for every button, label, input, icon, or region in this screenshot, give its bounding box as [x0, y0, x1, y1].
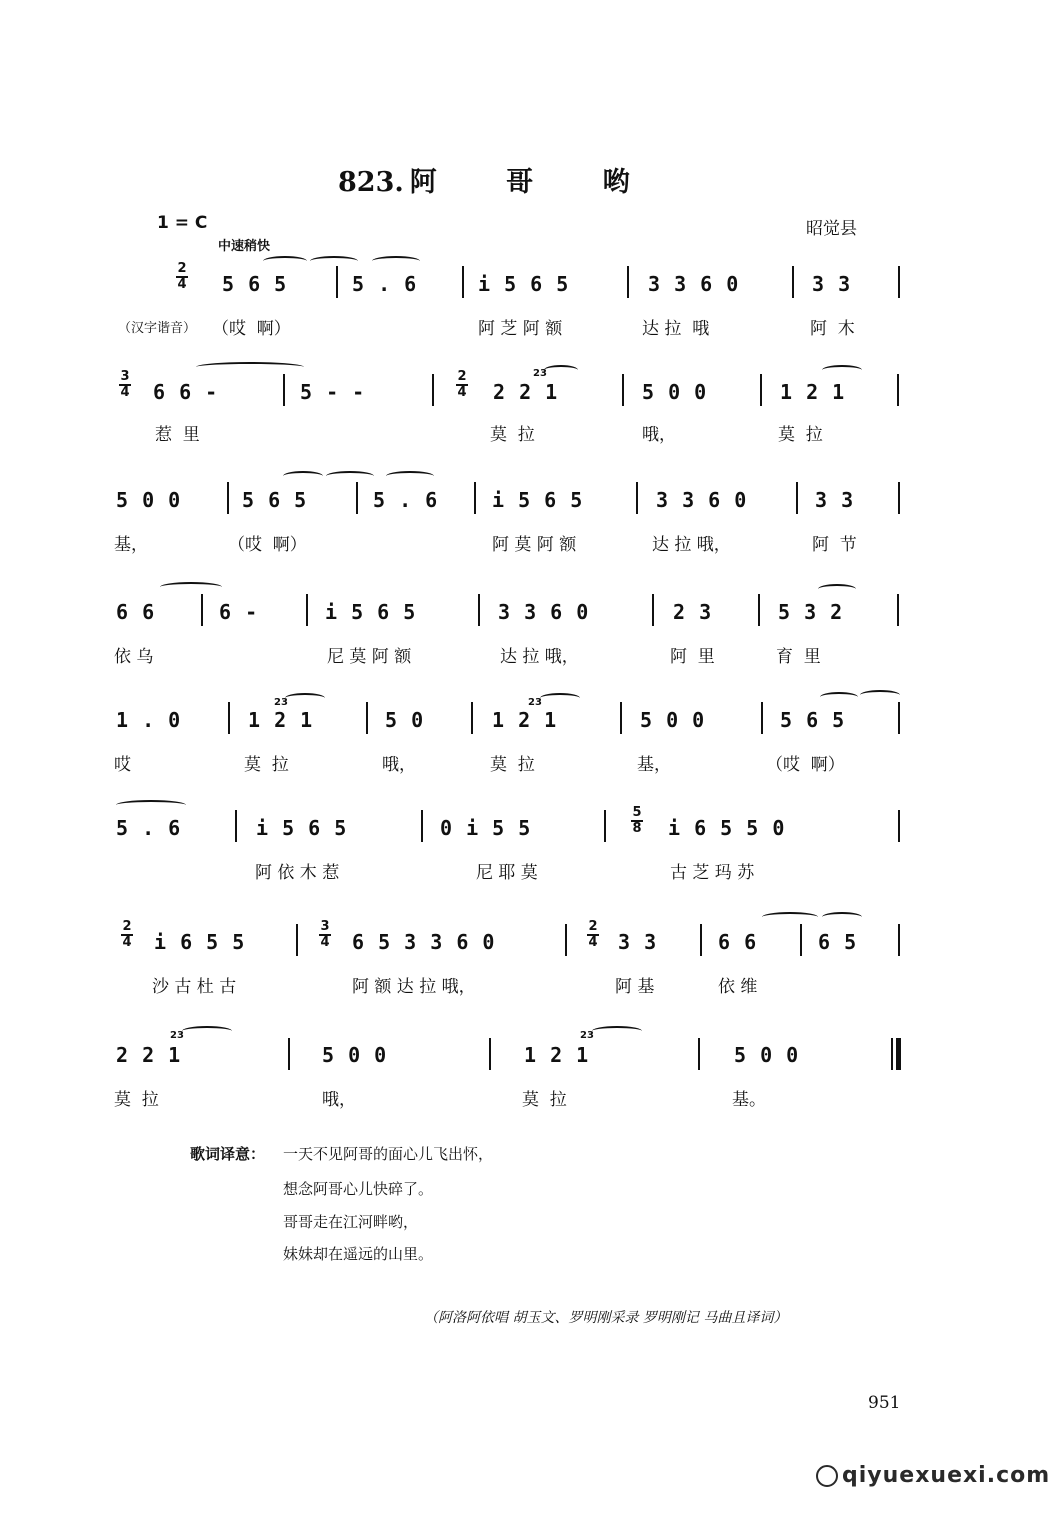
lyric-text: 哦， — [322, 1090, 356, 1110]
measure-notes: 5 0 0 — [734, 1043, 800, 1067]
measure-notes: 5 - - — [300, 380, 366, 404]
bar-line — [792, 266, 794, 298]
lyric-text: 阿 依 木 惹 — [255, 863, 340, 883]
grace-note-label: 23 — [580, 1030, 594, 1041]
lyric-text: 达 拉 哦， — [500, 647, 579, 667]
time-signature: 5 8 — [632, 805, 642, 836]
measure-notes: 5 0 0 — [322, 1043, 388, 1067]
bar-line — [898, 924, 900, 956]
time-signature: 3 4 — [320, 919, 330, 950]
lyric-text: 莫 拉 — [244, 755, 289, 775]
slur — [818, 584, 856, 594]
final-bar-line-thin — [891, 1038, 893, 1070]
slur — [762, 912, 818, 922]
translation-label: 歌词译意： — [190, 1145, 266, 1163]
measure-notes: 1 2 1 — [248, 708, 314, 732]
tempo-marking: 中速稍快 — [218, 239, 271, 254]
bar-line — [604, 810, 606, 842]
bar-line — [800, 924, 802, 956]
lyric-text: （哎 啊） — [212, 319, 291, 339]
measure-notes: 5 . 6 — [116, 816, 182, 840]
bar-line — [636, 482, 638, 514]
bar-line — [432, 374, 434, 406]
slur — [822, 365, 862, 375]
measure-notes: 3 3 6 0 — [656, 488, 748, 512]
bar-line — [758, 594, 760, 626]
grace-note-label: 23 — [170, 1030, 184, 1041]
bar-line — [366, 702, 368, 734]
bar-line — [898, 266, 900, 298]
bar-line — [620, 702, 622, 734]
lyric-text: （哎 啊） — [228, 535, 307, 555]
lyric-text: 尼 莫 阿 额 — [327, 647, 412, 667]
lyric-text: 莫 拉 — [522, 1090, 567, 1110]
credits: （阿洛阿依唱 胡玉文、罗明刚采录 罗明刚记 马曲且译词） — [424, 1310, 788, 1326]
bar-line — [565, 924, 567, 956]
measure-notes: 3 3 — [812, 272, 852, 296]
slur — [386, 471, 434, 481]
measure-notes: 2 2 1 — [116, 1043, 182, 1067]
measure-notes: i 5 6 5 — [325, 600, 417, 624]
bar-line — [698, 1038, 700, 1070]
measure-notes: 3 3 — [618, 930, 658, 954]
bar-line — [478, 594, 480, 626]
final-bar-line-thick — [896, 1038, 901, 1070]
measure-notes: 6 5 3 3 6 0 — [352, 930, 496, 954]
slur — [196, 362, 304, 372]
measure-notes: 6 - — [219, 600, 259, 624]
measure-notes: 1 . 0 — [116, 708, 182, 732]
lyric-text: 达 拉 哦， — [652, 535, 731, 555]
measure-notes: 1 2 1 — [780, 380, 846, 404]
time-signature: 2 4 — [122, 919, 132, 950]
measure-notes: 6 6 - — [153, 380, 219, 404]
measure-notes: 6 6 — [718, 930, 758, 954]
measure-notes: 6 6 — [116, 600, 156, 624]
bar-line — [897, 374, 899, 406]
slur — [160, 582, 222, 592]
lyric-text: 莫 拉 — [490, 755, 535, 775]
measure-notes: 1 2 1 — [492, 708, 558, 732]
lyric-text: 阿 芝 阿 额 — [478, 319, 563, 339]
watermark-text: qiyuexuexi.com — [842, 1463, 1051, 1488]
bar-line — [356, 482, 358, 514]
lyric-text: 尼 耶 莫 — [476, 863, 538, 883]
lyric-text: 阿 基 — [615, 977, 655, 997]
time-signature: 2 4 — [177, 261, 187, 292]
measure-notes: 5 6 5 — [780, 708, 846, 732]
slur — [822, 912, 862, 922]
lyrics-label: （汉字谐音） — [118, 321, 197, 336]
slur — [540, 693, 580, 703]
lyric-text: 阿 木 — [810, 319, 855, 339]
lyric-text: 达 拉 哦 — [642, 319, 710, 339]
page-number: 951 — [868, 1393, 901, 1413]
slur — [544, 365, 578, 375]
measure-notes: 3 3 6 0 — [648, 272, 740, 296]
lyric-text: 莫 拉 — [778, 425, 823, 445]
lyric-text: 依 维 — [718, 977, 758, 997]
translation-line: 想念阿哥心儿快碎了。 — [283, 1180, 434, 1198]
bar-line — [700, 924, 702, 956]
bar-line — [462, 266, 464, 298]
bar-line — [796, 482, 798, 514]
translation-line: 一天不见阿哥的面心儿飞出怀， — [283, 1145, 494, 1163]
slur — [860, 690, 900, 700]
lyric-text: 莫 拉 — [490, 425, 535, 445]
measure-notes: 3 3 — [815, 488, 855, 512]
lyric-text: 哦， — [382, 755, 416, 775]
lyric-text: 沙 古 杜 古 — [152, 977, 237, 997]
lyric-text: 哎 — [114, 755, 131, 775]
region-label: 昭觉县 — [806, 219, 857, 239]
measure-notes: 5 0 0 — [642, 380, 708, 404]
bar-line — [306, 594, 308, 626]
bar-line — [421, 810, 423, 842]
watermark-logo-icon — [816, 1465, 838, 1487]
slur — [820, 692, 858, 702]
measure-notes: 2 2 1 — [493, 380, 559, 404]
measure-notes: i 5 6 5 — [492, 488, 584, 512]
bar-line — [201, 594, 203, 626]
slur — [182, 1026, 232, 1036]
translation-line: 哥哥走在江河畔哟， — [283, 1213, 419, 1231]
measure-notes: 5 3 2 — [778, 600, 844, 624]
lyric-text: 阿 里 — [670, 647, 715, 667]
lyric-text: 依 乌 — [114, 647, 154, 667]
bar-line — [761, 702, 763, 734]
measure-notes: 5 0 0 — [640, 708, 706, 732]
measure-notes: 0 i 5 5 — [440, 816, 532, 840]
grace-note-label: 23 — [274, 697, 288, 708]
slur — [310, 256, 358, 266]
slur — [372, 256, 420, 266]
bar-line — [627, 266, 629, 298]
bar-line — [296, 924, 298, 956]
bar-line — [228, 702, 230, 734]
bar-line — [760, 374, 762, 406]
title-number: 823. — [338, 167, 404, 198]
lyric-text: 阿 额 达 拉 哦， — [352, 977, 476, 997]
bar-line — [474, 482, 476, 514]
measure-notes: 5 . 6 — [373, 488, 439, 512]
slur — [285, 693, 325, 703]
grace-note-label: 23 — [533, 368, 547, 379]
time-signature: 2 4 — [588, 919, 598, 950]
measure-notes: i 5 6 5 — [478, 272, 570, 296]
lyric-text: 阿 莫 阿 额 — [492, 535, 577, 555]
measure-notes: 5 . 6 — [352, 272, 418, 296]
bar-line — [897, 594, 899, 626]
bar-line — [898, 810, 900, 842]
slur — [283, 471, 323, 481]
slur — [116, 800, 186, 810]
measure-notes: 6 5 — [818, 930, 858, 954]
measure-notes: 5 6 5 — [242, 488, 308, 512]
bar-line — [622, 374, 624, 406]
measure-notes: 5 0 — [385, 708, 425, 732]
bar-line — [336, 266, 338, 298]
key-signature: 1 = C — [157, 213, 208, 233]
measure-notes: 2 3 — [673, 600, 713, 624]
page-title — [338, 160, 660, 199]
bar-line — [235, 810, 237, 842]
time-signature: 2 4 — [457, 369, 467, 400]
bar-line — [227, 482, 229, 514]
translation-line: 妹妹却在遥远的山里。 — [283, 1245, 434, 1263]
lyric-text: 基。 — [732, 1090, 766, 1110]
lyric-text: 育 里 — [776, 647, 821, 667]
lyric-text: （哎 啊） — [766, 755, 845, 775]
lyric-text: 基， — [114, 535, 148, 555]
lyric-text: 哦， — [642, 425, 676, 445]
lyric-text: 古 芝 玛 苏 — [670, 863, 755, 883]
lyric-text: 莫 拉 — [114, 1090, 159, 1110]
measure-notes: i 6 5 5 — [154, 930, 246, 954]
bar-line — [652, 594, 654, 626]
measure-notes: i 5 6 5 — [256, 816, 348, 840]
bar-line — [898, 482, 900, 514]
measure-notes: 5 0 0 — [116, 488, 182, 512]
bar-line — [898, 702, 900, 734]
measure-notes: 5 6 5 — [222, 272, 288, 296]
slur — [263, 256, 307, 266]
bar-line — [283, 374, 285, 406]
measure-notes: 3 3 6 0 — [498, 600, 590, 624]
title-name: 阿 哥 哟 — [409, 167, 660, 198]
measure-notes: 1 2 1 — [524, 1043, 590, 1067]
slur — [326, 471, 374, 481]
watermark — [816, 1463, 1050, 1488]
lyric-text: 惹 里 — [155, 425, 200, 445]
lyric-text: 基， — [637, 755, 671, 775]
grace-note-label: 23 — [528, 697, 542, 708]
slur — [592, 1026, 642, 1036]
lyric-text: 阿 节 — [812, 535, 857, 555]
time-signature: 3 4 — [120, 369, 130, 400]
bar-line — [489, 1038, 491, 1070]
bar-line — [288, 1038, 290, 1070]
measure-notes: i 6 5 5 0 — [668, 816, 786, 840]
bar-line — [471, 702, 473, 734]
